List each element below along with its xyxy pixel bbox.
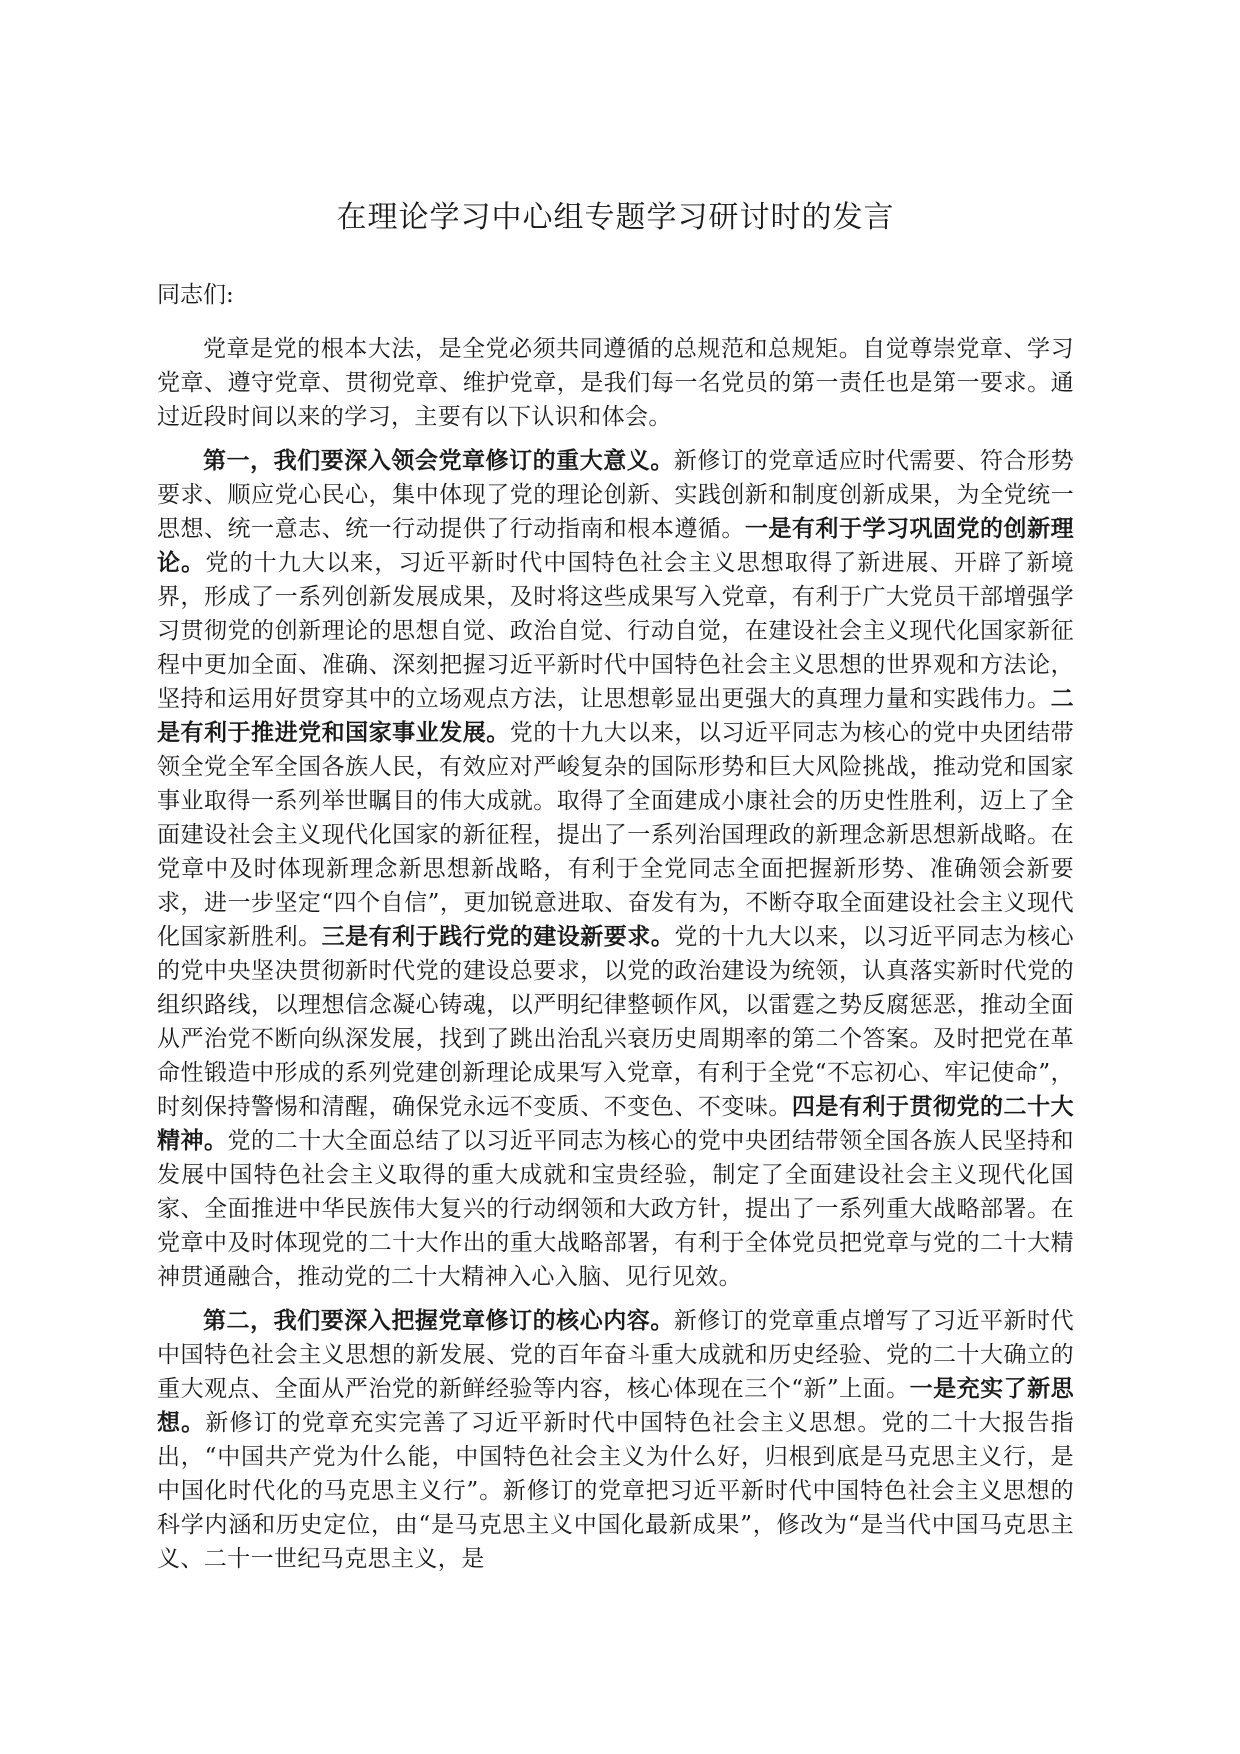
intro-paragraph: 党章是党的根本大法，是全党必须共同遵循的总规范和总规矩。自觉尊崇党章、学习党章、遵守党章、贯彻党章、维护党章，是我们每一名党员的第一责任也是第一要求。通过近段时间以来的学习，主要有以下认识和体会。: [157, 336, 1074, 430]
section-2-paragraph: [157, 1304, 1074, 1576]
salutation: 同志们:: [157, 282, 234, 308]
section-2-point-1-text: 新修订的党章充实完善了习近平新时代中国特色社会主义思想。党的二十大报告指出，“中国共产党为什么能，中国特色社会主义为什么好，归根到底是马克思主义行，是中国化时代化的马克思主义行”。新修订的党章把习近平新时代中国特色社会主义思想的科学内涵和历史定位，由“是马克思主义中国化最新成果”，修改为“是当代中国马克思主义、二十一世纪马克思主义，是: [157, 1410, 1074, 1572]
section-1-point-2-heading: 二是有利于推进党和国家事业发展。: [157, 685, 1074, 746]
section-1-paragraph: [157, 444, 1074, 1294]
section-1-point-1-text: 党的十九大以来，习近平新时代中国特色社会主义思想取得了新进展、开辟了新境界，形成了一系列创新发展成果，及时将这些成果写入党章，有利于广大党员干部增强学习贯彻党的创新理论的思想自觉、政治自觉、行动自觉，在建设社会主义现代化国家新征程中更加全面、准确、深刻把握习近平新时代中国特色社会主义思想的世界观和方法论，坚持和运用好贯穿其中的立场观点方法，让思想彰显出更强大的真理力量和实践伟力。: [157, 550, 1074, 712]
section-1-heading: 第一，我们要深入领会党章修订的重大意义。: [203, 447, 674, 474]
section-1-point-2-text: 党的十九大以来，以习近平同志为核心的党中央团结带领全党全军全国各族人民，有效应对严峻复杂的国际形势和巨大风险挑战，推动党和国家事业取得一系列举世瞩目的伟大成就。取得了全面建成小康社会的历史性胜利，迈上了全面建设社会主义现代化国家的新征程，提出了一系列治国理政的新理念新思想新战略。在党章中及时体现新理念新思想新战略，有利于全党同志全面把握新形势、准确领会新要求，进一步坚定“四个自信”，更加锐意进取、奋发有为，不断夺取全面建设社会主义现代化国家新胜利。: [157, 720, 1074, 950]
section-2-point-1-heading: 一是充实了新思想。: [157, 1375, 1074, 1436]
section-1-point-4-text: 党的二十大全面总结了以习近平同志为核心的党中央团结带领全国各族人民坚持和发展中国特色社会主义取得的重大成就和宝贵经验，制定了全面建设社会主义现代化国家、全面推进中华民族伟大复兴的行动纲领和大政方针，提出了一系列重大战略部署。在党章中及时体现党的二十大作出的重大战略部署，有利于全体党员把党章与党的二十大精神贯通融合，推动党的二十大精神入心入脑、见行见效。: [157, 1128, 1074, 1290]
section-1-point-1-heading: 一是有利于学习巩固党的创新理论。: [157, 515, 1074, 576]
section-1-lead: 新修订的党章适应时代需要、符合形势要求、顺应党心民心，集中体现了党的理论创新、实践创新和制度创新成果，为全党统一思想、统一意志、统一行动提供了行动指南和根本遵循。: [157, 448, 1074, 542]
document-title: 在理论学习中心组专题学习研讨时的发言: [336, 200, 895, 235]
section-1-point-3-text: 党的十九大以来，以习近平同志为核心的党中央坚决贯彻新时代党的建设总要求，以党的政治建设为统领，认真落实新时代党的组织路线，以理想信念凝心铸魂，以严明纪律整顿作风，以雷霆之势反腐惩恶，推动全面从严治党不断向纵深发展，找到了跳出治乱兴衰历史周期率的第二个答案。及时把党在革命性锻造中形成的系列党建创新理论成果写入党章，有利于全党“不忘初心、牢记使命”，时刻保持警惕和清醒，确保党永远不变质、不变色、不变味。: [157, 924, 1074, 1120]
section-2-heading: 第二，我们要深入把握党章修订的核心内容。: [203, 1307, 674, 1334]
section-1-point-4-heading: 四是有利于贯彻党的二十大精神。: [157, 1093, 1074, 1154]
section-2-lead: 新修订的党章重点增写了习近平新时代中国特色社会主义思想的新发展、党的百年奋斗重大成就和历史经验、党的二十大确立的重大观点、全面从严治党的新鲜经验等内容，核心体现在三个“新”上面。: [157, 1308, 1074, 1402]
section-1-point-3-heading: 三是有利于践行党的建设新要求。: [321, 923, 675, 950]
